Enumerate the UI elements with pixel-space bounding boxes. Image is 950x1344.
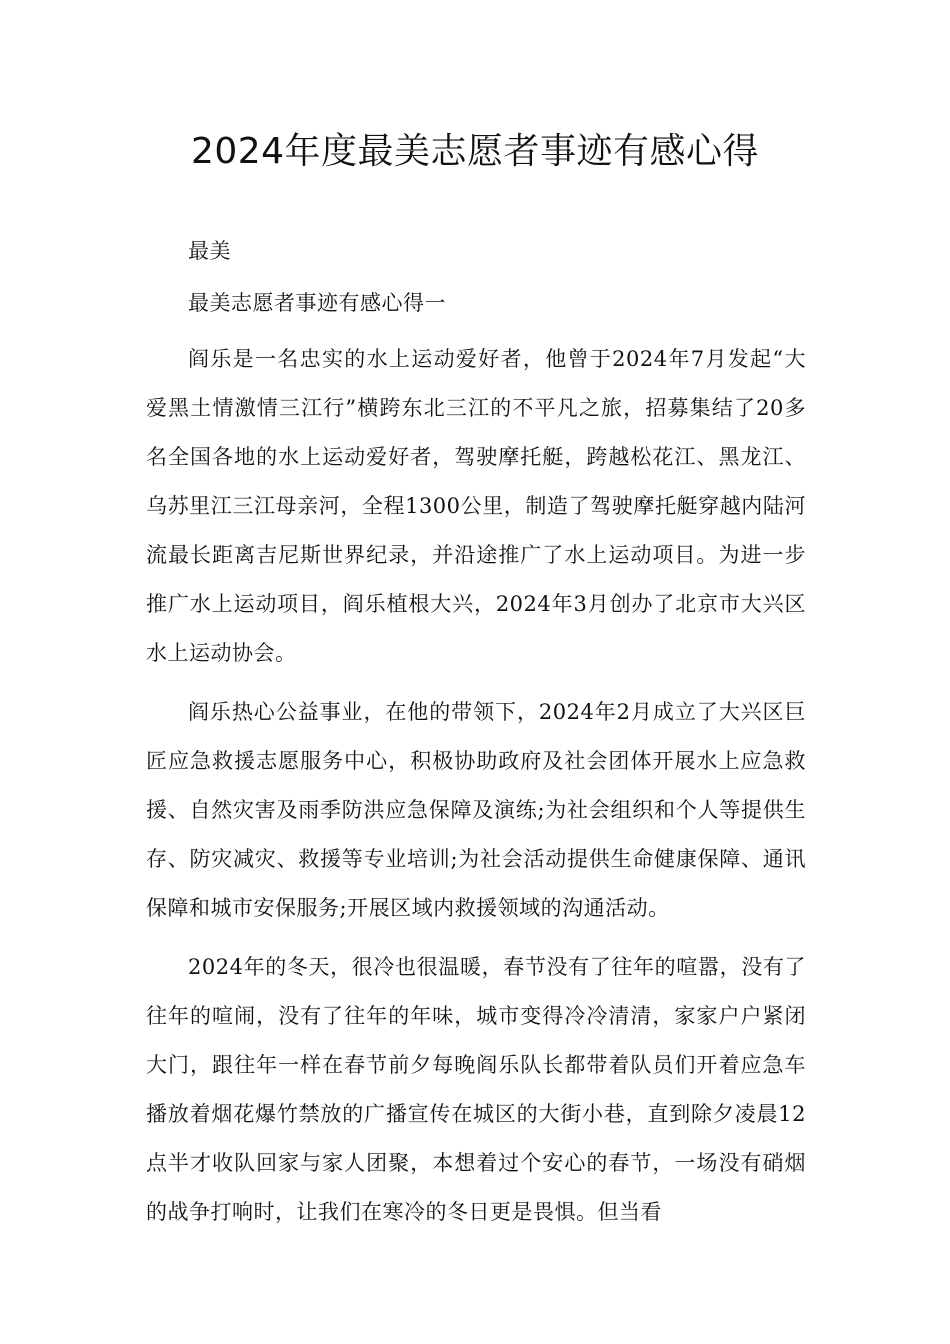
paragraph-3: 2024年的冬天，很冷也很温暖，春节没有了往年的喧嚣，没有了往年的喧闹，没有了往年的年味，城市变得冷冷清清，家家户户紧闭大门，跟往年一样在春节前夕每晚阎乐队长都带着队员们开着应急车播放着烟花爆竹禁放的广播宣传在城区的大街小巷，直到除夕凌晨12点半才收队回家与家人团聚，本想着过个安心的春节，一场没有硝烟的战争打响时，让我们在寒冷的冬日更是畏惧。但当看	[146, 955, 806, 1224]
paragraph-subtitle: 最美志愿者事迹有感心得一	[188, 291, 446, 315]
paragraph-1: 阎乐是一名忠实的水上运动爱好者，他曾于2024年7月发起“大爱黑土情激情三江行”横跨东北三江的不平凡之旅，招募集结了20多名全国各地的水上运动爱好者，驾驶摩托艇，跨越松花江、黑龙江、乌苏里江三江母亲河，全程1300公里，制造了驾驶摩托艇穿越内陆河流最长距离吉尼斯世界纪录，并沿途推广了水上运动项目。为进一步推广水上运动项目，阎乐植根大兴，2024年3月创办了北京市大兴区水上运动协会。	[146, 347, 806, 665]
paragraph-2: 阎乐热心公益事业，在他的带领下，2024年2月成立了大兴区巨匠应急救援志愿服务中心，积极协助政府及社会团体开展水上应急救援、自然灾害及雨季防洪应急保障及演练;为社会组织和个人等提供生存、防灾减灾、救援等专业培训;为社会活动提供生命健康保障、通讯保障和城市安保服务;开展区域内救援领域的沟通活动。	[146, 700, 806, 920]
document-title: 2024年度最美志愿者事迹有感心得	[190, 131, 760, 172]
document-body	[146, 231, 806, 1237]
paragraph-intro: 最美	[188, 239, 231, 263]
